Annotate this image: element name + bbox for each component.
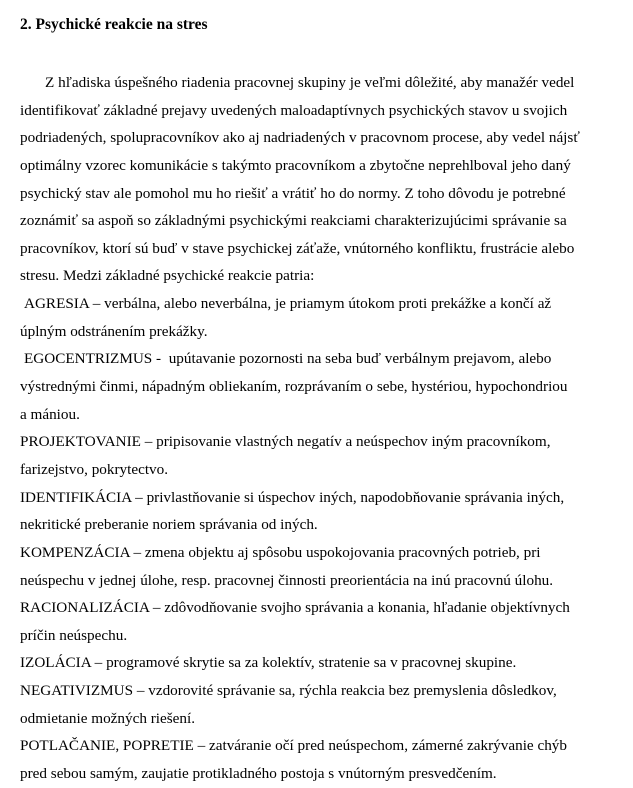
reaction-description: – vzdorovité správanie sa, rýchla reakcia bez premyslenia dôsledkov, bbox=[133, 682, 557, 700]
reaction-description: – privlastňovanie si úspechov iných, napodobňovanie správania iných, bbox=[131, 488, 565, 506]
reaction-item-kompenzacia bbox=[20, 539, 625, 567]
reaction-description: – verbálna, alebo neverbálna, je priamym útokom proti prekážke a končí až bbox=[88, 295, 552, 313]
reaction-term: EGOCENTRIZMUS bbox=[24, 350, 153, 368]
reaction-term: NEGATIVIZMUS bbox=[20, 682, 134, 700]
reaction-description: – zatváranie očí pred neúspechom, zámerné zakrývanie chýb bbox=[193, 737, 567, 755]
reaction-item-negativizmus bbox=[20, 677, 625, 705]
reaction-term: POTLAČANIE, POPRETIE bbox=[20, 737, 194, 755]
reaction-continuation: úplným odstránením prekážky. bbox=[20, 322, 208, 340]
paragraph-line: zoznámiť sa aspoň so základnými psychickými reakciami charakterizujúcimi správanie sa bbox=[20, 212, 567, 230]
reaction-description: – programové skrytie sa za kolektív, stratenie sa v pracovnej skupine. bbox=[90, 654, 517, 672]
reaction-continuation: príčin neúspechu. bbox=[20, 626, 128, 644]
section-heading: 2. Psychické reakcie na stres bbox=[20, 16, 208, 33]
reaction-description: – zdôvodňovanie svojho správania a konania, hľadanie objektívnych bbox=[149, 599, 570, 617]
reaction-description: – zmena objektu aj spôsobu uspokojovania pracovných potrieb, pri bbox=[129, 543, 541, 561]
reaction-term: AGRESIA bbox=[24, 295, 89, 313]
reaction-item-potlacanie bbox=[20, 732, 625, 760]
reaction-continuation: výstrednými činmi, nápadným obliekaním, rozprávaním o sebe, hystériou, hypochondriou bbox=[20, 378, 568, 396]
reaction-continuation: pred sebou samým, zaujatie protikladného postoja s vnútorným presvedčením. bbox=[20, 765, 497, 783]
document-page bbox=[20, 15, 625, 788]
paragraph-line: podriadených, spolupracovníkov ako aj nadriadených v pracovnom procese, aby vedel nájsť bbox=[20, 129, 580, 147]
reaction-continuation: a mániou. bbox=[20, 405, 80, 423]
paragraph-line: pracovníkov, ktorí sú buď v stave psychickej záťaže, vnútorného konfliktu, frustrácie alebo bbox=[20, 239, 575, 257]
reaction-continuation: neúspechu v jednej úlohe, resp. pracovnej činnosti preorientácia na inú pracovnú úlohu. bbox=[20, 571, 554, 589]
paragraph-line: psychický stav ale pomohol mu ho riešiť a vrátiť ho do normy. Z toho dôvodu je potrebné bbox=[20, 184, 566, 202]
reaction-continuation: farizejstvo, pokrytectvo. bbox=[20, 460, 169, 478]
intro-paragraph bbox=[20, 69, 625, 788]
reaction-item-izolacia bbox=[20, 649, 625, 677]
reaction-term: IZOLÁCIA bbox=[20, 654, 91, 672]
reaction-continuation: nekritické preberanie noriem správania od iných. bbox=[20, 516, 318, 534]
paragraph-line: identifikovať základné prejavy uvedených maloadaptívnych psychických stavov u svojich bbox=[20, 101, 568, 119]
paragraph-line: optimálny vzorec komunikácie s takýmto pracovníkom a zbytočne neprehlboval jeho daný bbox=[20, 156, 571, 174]
paragraph-line: Z hľadiska úspešného riadenia pracovnej skupiny je veľmi dôležité, aby manažér vedel bbox=[45, 74, 575, 91]
reaction-term: RACIONALIZÁCIA bbox=[20, 599, 150, 617]
reaction-term: KOMPENZÁCIA bbox=[20, 543, 130, 561]
reaction-item-identifikacia bbox=[20, 484, 625, 512]
reaction-item-projektovanie bbox=[20, 428, 625, 456]
reaction-item-racionalizacia bbox=[20, 594, 625, 622]
reaction-item-agresia bbox=[20, 290, 625, 318]
reaction-term: IDENTIFIKÁCIA bbox=[20, 488, 132, 506]
reaction-description: – pripisovanie vlastných negatív a neúspechov iným pracovníkom, bbox=[140, 433, 551, 451]
reaction-description: - upútavanie pozornosti na seba buď verbálnym prejavom, alebo bbox=[152, 350, 552, 368]
reaction-term: PROJEKTOVANIE bbox=[20, 433, 141, 451]
paragraph-line: stresu. Medzi základné psychické reakcie patria: bbox=[20, 267, 315, 285]
reaction-continuation: odmietanie možných riešení. bbox=[20, 709, 196, 727]
reaction-item-egocentrizmus bbox=[20, 345, 625, 373]
